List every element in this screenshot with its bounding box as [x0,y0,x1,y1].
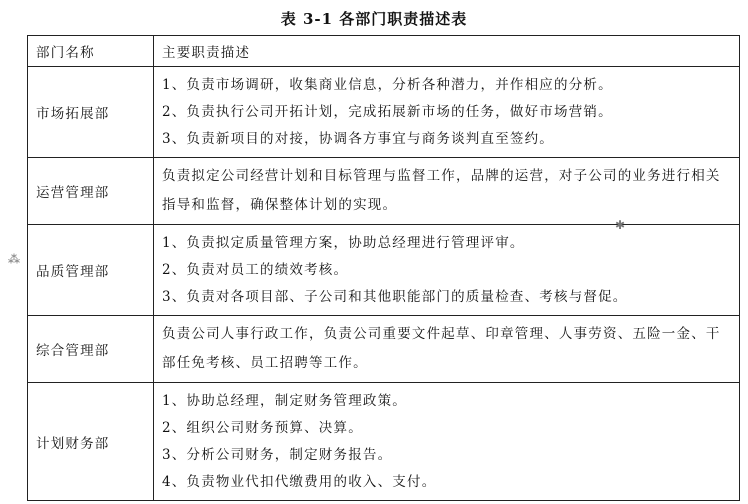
table-row-quality [28,225,740,316]
department-duty-table [27,35,740,501]
header-duty-desc: 主要职责描述 [154,36,740,67]
duty-paragraph: 负责拟定公司经营计划和目标管理与监督工作，品牌的运营，对子公司的业务进行相关指导和监督，确保整体计划的实现。 [162,168,721,213]
table-row-operations [28,158,740,225]
header-dept-name: 部门名称 [28,36,154,67]
dept-name: 市场拓展部 [28,67,154,158]
duty-paragraph: 负责公司人事行政工作，负责公司重要文件起草、印章管理、人事劳资、五险一金、干部任免考核、员工招聘等工作。 [162,326,721,371]
dept-name: 计划财务部 [28,383,154,501]
table-row-market [28,67,740,158]
table-header-row [28,36,740,67]
duty-line: 1、负责市场调研，收集商业信息，分析各种潜力，并作相应的分析。 [162,76,613,93]
duty-line: 2、负责对员工的绩效考核。 [162,261,349,278]
dept-duties [154,316,740,383]
duty-line: 1、负责拟定质量管理方案，协助总经理进行管理评审。 [162,234,525,251]
dept-duties [154,158,740,225]
dept-name: 综合管理部 [28,316,154,383]
duty-line: 3、负责对各项目部、子公司和其他职能部门的质量检查、考核与督促。 [162,288,628,305]
dept-name: 运营管理部 [28,158,154,225]
duty-line: 1、协助总经理，制定财务管理政策。 [162,392,407,409]
duty-line: 2、负责执行公司开拓计划，完成拓展新市场的任务，做好市场营销。 [162,103,613,120]
table-title: 表 3-1 各部门职责描述表 [280,10,468,28]
scan-speck: ✱ [615,218,626,232]
dept-duties [154,383,740,501]
table-row-finance [28,383,740,501]
duty-line: 3、负责新项目的对接，协调各方事宜与商务谈判直至签约。 [162,130,554,147]
dept-duties [154,67,740,158]
duty-line: 3、分析公司财务，制定财务报告。 [162,446,393,463]
scan-speck: ⁂ [8,252,20,266]
dept-duties [154,225,740,316]
duty-line: 2、组织公司财务预算、决算。 [162,419,363,436]
duty-line: 4、负责物业代扣代缴费用的收入、支付。 [162,473,437,490]
table-row-admin [28,316,740,383]
dept-name: 品质管理部 [28,225,154,316]
